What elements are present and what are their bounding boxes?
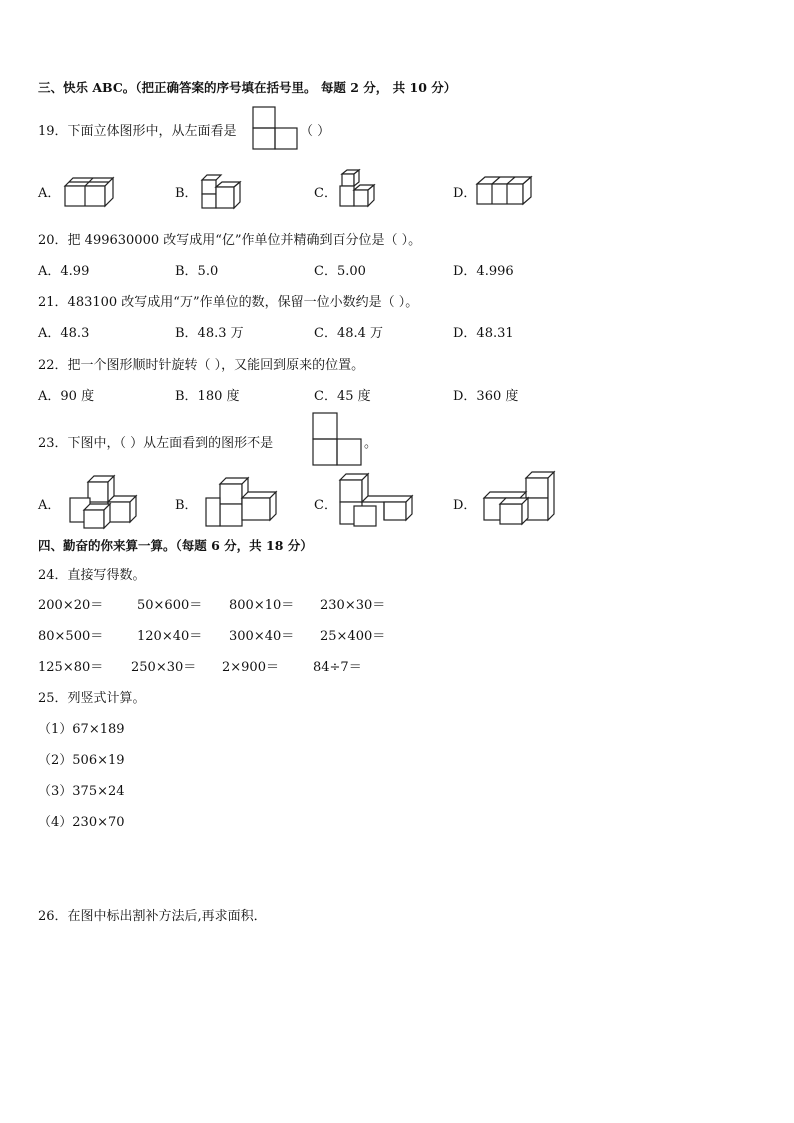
- q24-item-1-4: 230×30＝: [320, 598, 386, 613]
- q20-option-c: C．5.00: [314, 264, 366, 279]
- section-3-heading: 三、快乐 ABC。（把正确答案的序号填在括号里。 每题 2 分， 共 10 分）: [38, 80, 457, 95]
- q21-stem: 21．483100 改写成用“万”作单位的数，保留一位小数约是（ ）。: [38, 295, 419, 310]
- q23-left-view-figure: [312, 412, 362, 466]
- q24-item-1-3: 800×10＝: [229, 598, 295, 613]
- q23-stem: 23．下图中，（ ）从左面看到的图形不是: [38, 436, 274, 451]
- q24-item-1-2: 50×600＝: [137, 598, 203, 613]
- q22-option-b: B．180 度: [175, 389, 240, 404]
- q25-item-3: （3）375×24: [38, 784, 125, 799]
- q20-stem: 20．把 499630000 改写成用“亿”作单位并精确到百分位是（ ）。: [38, 233, 422, 248]
- q19-option-d-label: D．: [453, 186, 477, 201]
- section-4-heading: 四、勤奋的你来算一算。（每题 6 分，共 18 分）: [38, 538, 313, 553]
- q19-left-view-figure: [252, 106, 298, 150]
- q24-item-2-2: 120×40＝: [137, 629, 203, 644]
- q24-item-1-1: 200×20＝: [38, 598, 104, 613]
- q24-item-3-4: 84÷7＝: [313, 660, 362, 675]
- q23-option-b-label: B．: [175, 498, 198, 513]
- q23-option-c-figure: [338, 470, 416, 528]
- q23-option-a-label: A．: [38, 498, 61, 513]
- q19-answer-paren: （ ）: [300, 124, 331, 139]
- q23-option-c-label: C．: [314, 498, 337, 513]
- q23-option-d-label: D．: [453, 498, 477, 513]
- q23-option-d-figure: [480, 470, 560, 528]
- q22-option-c: C．45 度: [314, 389, 371, 404]
- q24-item-2-4: 25×400＝: [320, 629, 386, 644]
- q19-stem: 19．下面立体图形中，从左面看是: [38, 124, 237, 139]
- q23-option-a-figure: [66, 472, 142, 530]
- q25-stem: 25．列竖式计算。: [38, 691, 146, 706]
- q24-item-3-3: 2×900＝: [222, 660, 279, 675]
- q22-option-a: A．90 度: [38, 389, 95, 404]
- q23-stem-end: 。: [364, 436, 378, 451]
- q21-option-b: B．48.3 万: [175, 326, 244, 341]
- q22-stem: 22．把一个图形顺时针旋转（ ），又能回到原来的位置。: [38, 358, 365, 373]
- q20-option-b: B．5.0: [175, 264, 219, 279]
- q24-item-2-3: 300×40＝: [229, 629, 295, 644]
- q26-stem: 26．在图中标出割补方法后,再求面积．: [38, 909, 267, 924]
- q25-item-1: （1）67×189: [38, 722, 125, 737]
- q21-option-c: C．48.4 万: [314, 326, 384, 341]
- q25-item-2: （2）506×19: [38, 753, 125, 768]
- q20-option-a: A．4.99: [38, 264, 90, 279]
- q19-option-d-figure: [475, 172, 535, 206]
- q19-option-c-figure: [338, 168, 378, 210]
- q20-option-d: D．4.996: [453, 264, 514, 279]
- q25-item-4: （4）230×70: [38, 815, 125, 830]
- q19-option-b-label: B．: [175, 186, 198, 201]
- q24-item-3-1: 125×80＝: [38, 660, 104, 675]
- q24-item-3-2: 250×30＝: [131, 660, 197, 675]
- q24-item-2-1: 80×500＝: [38, 629, 104, 644]
- q22-option-d: D．360 度: [453, 389, 519, 404]
- q19-option-a-label: A．: [38, 186, 61, 201]
- q23-option-b-figure: [204, 476, 282, 530]
- q19-option-a-figure: [64, 172, 116, 208]
- q19-option-c-label: C．: [314, 186, 337, 201]
- q21-option-d: D．48.31: [453, 326, 514, 341]
- q21-option-a: A．48.3: [38, 326, 90, 341]
- q24-stem: 24．直接写得数。: [38, 568, 146, 583]
- q19-option-b-figure: [200, 170, 244, 210]
